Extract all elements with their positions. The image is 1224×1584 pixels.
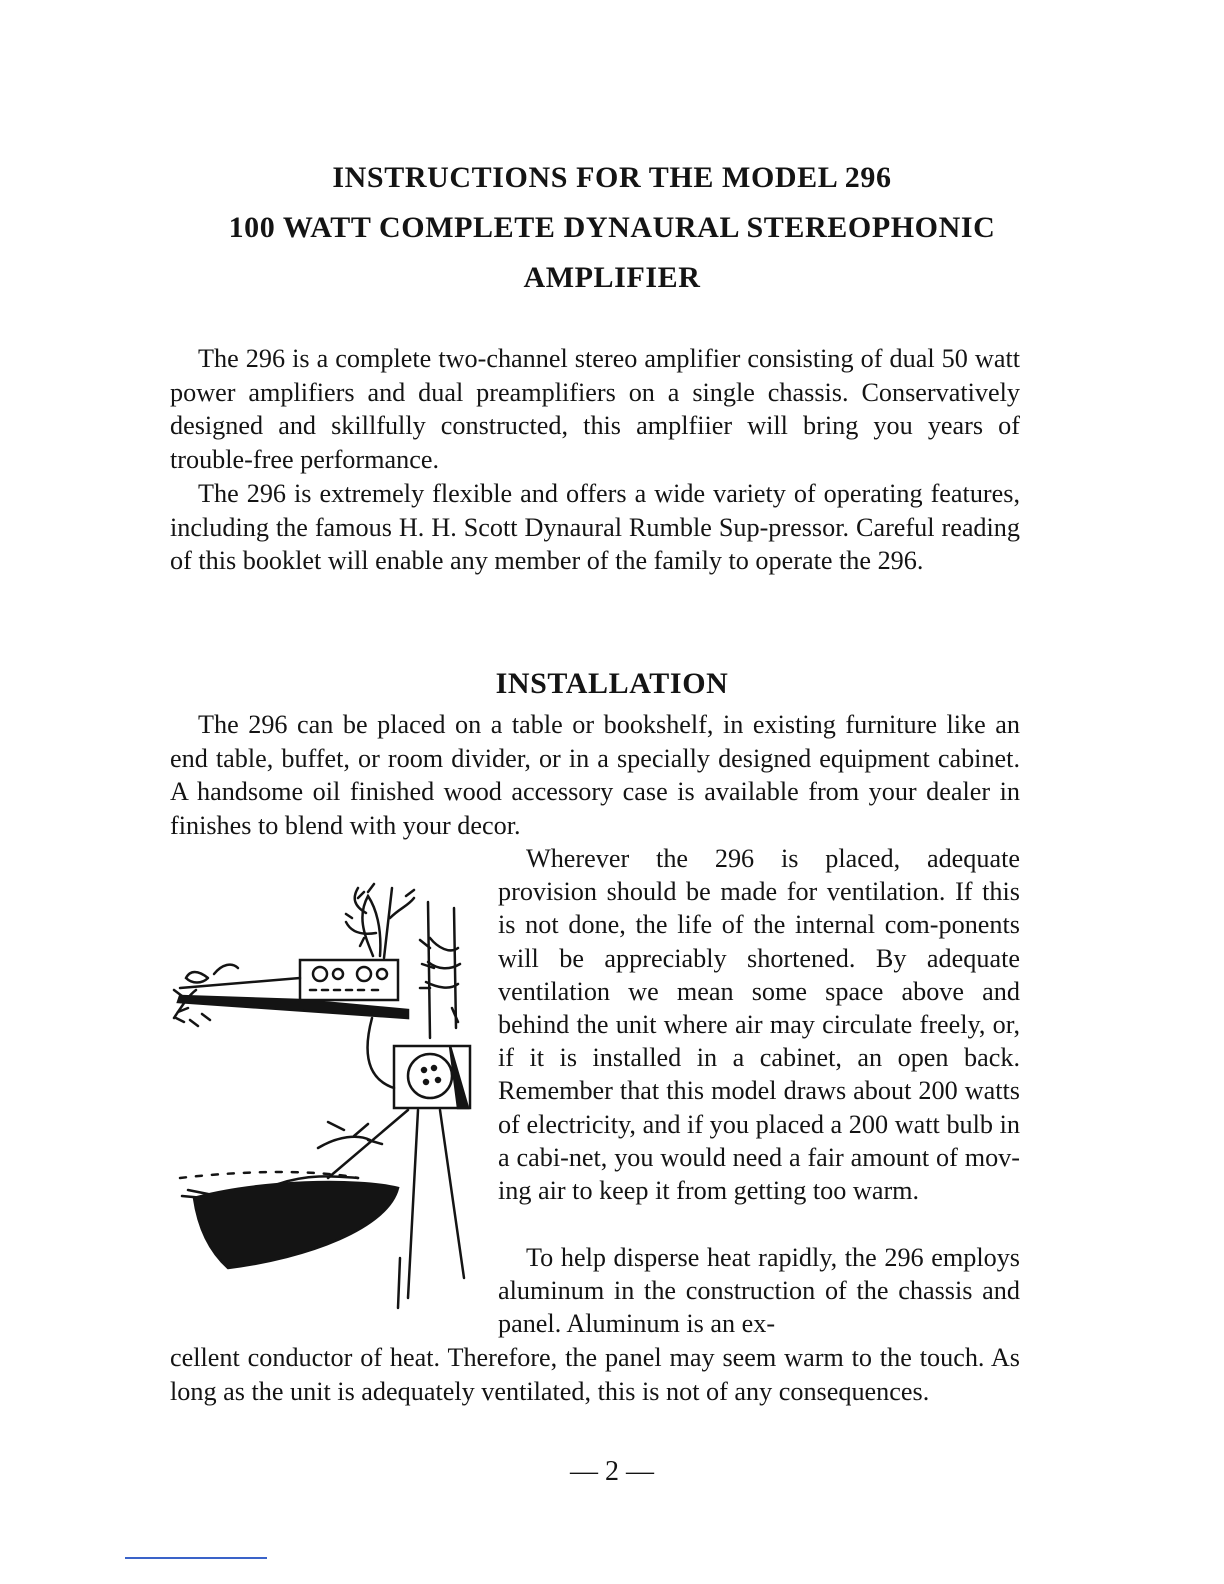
title-line-2: 100 WATT COMPLETE DYNAURAL STEREOPHONIC — [228, 211, 996, 244]
title-line-1: INSTRUCTIONS FOR THE MODEL 296 — [332, 161, 892, 194]
installation-heading: INSTALLATION — [495, 667, 729, 700]
hammock-icon — [194, 1182, 398, 1268]
title-line-3: AMPLIFIER — [523, 261, 701, 294]
intro-paragraph-2: The 296 is extremely flexible and offers a wide variety of operating features, including the famous H. H. Scott Dynaural Rumble Sup-pressor. Careful reading of this booklet will enable any member of the family to operate the 296. — [170, 479, 1020, 575]
corner-rule-line — [125, 1557, 267, 1559]
potted-plant-top-icon — [346, 884, 414, 958]
speaker-cone-icon — [408, 1054, 452, 1098]
installation-paragraph-3-continued: cellent conductor of heat. Therefore, the panel may seem warm to the touch. As long as the unit is adequately ventilated, this is not of any consequences. — [170, 1343, 1020, 1406]
installation-paragraph-1: The 296 can be placed on a table or bookshelf, in existing furniture like an end table, buffet, or room divider, or in a specially designed equipment cabinet. A handsome oil finished wood accessory case is available from your dealer in finishes to blend with your decor. — [170, 710, 1020, 840]
ventilation-cartoon-illustration — [168, 878, 484, 1310]
intro-paragraph-1: The 296 is a complete two-channel stereo amplifier consisting of dual 50 watt power amplifiers and dual preamplifiers on a single chassis. Conservatively designed and skillfully constructed, this amplfiier will bring you years of trouble-free performance. — [170, 344, 1020, 474]
installation-paragraph-3-wrapped: To help disperse heat rapidly, the 296 employs aluminum in the construction of the chassis and panel. Aluminum is an ex- — [498, 1243, 1020, 1339]
installation-paragraph-2: Wherever the 296 is placed, adequate provision should be made for ventilation. If this is not done, the life of the internal com-ponents will be appreciably shortened. By adequate ventilation we mean some space above and behind the unit where air may circulate freely, or, if it is installed in a cabinet, an open back. Remember that this model draws about 200 watts of electricity, and if you placed a 200 watt bulb in a cabi-net, you would need a fair amount of mov-ing air to keep it from getting too warm. — [498, 844, 1020, 1206]
page-number: — 2 — — [570, 1456, 654, 1487]
